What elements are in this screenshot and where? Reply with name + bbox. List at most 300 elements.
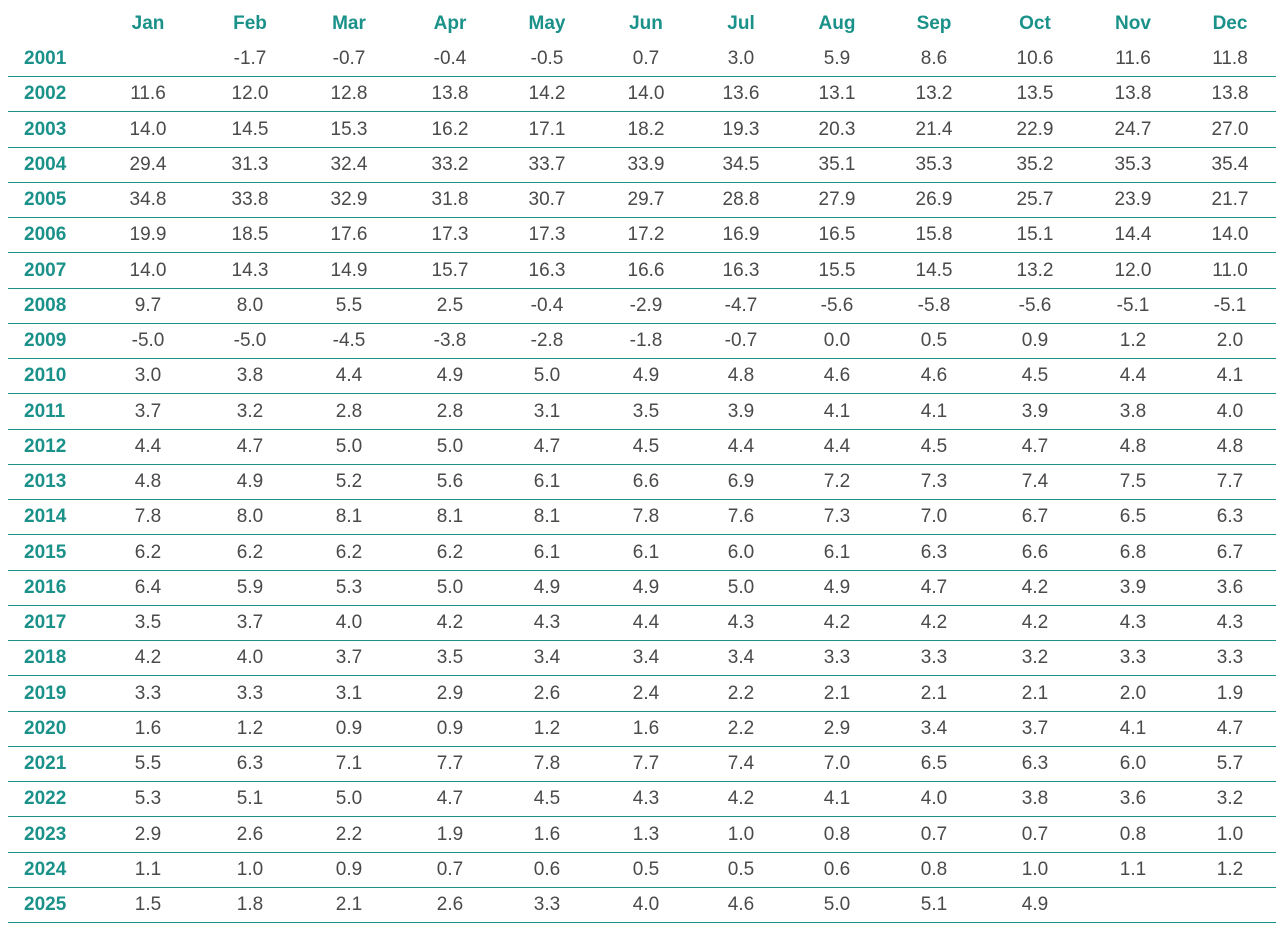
table-cell: 6.2 [236, 541, 264, 563]
table-cell: 18.2 [627, 118, 665, 140]
table-cell: 24.7 [1114, 118, 1152, 140]
table-row [0, 218, 1280, 253]
table-cell: -5.8 [917, 294, 951, 316]
table-row [0, 183, 1280, 218]
table-cell: -4.5 [332, 330, 366, 351]
table-cell: 35.3 [915, 153, 953, 175]
table-cell: 4.7 [436, 788, 464, 810]
table-cell: 4.7 [533, 435, 561, 457]
table-cell: 5.5 [134, 753, 162, 774]
table-row [0, 747, 1280, 782]
table-cell: 0.8 [1119, 823, 1147, 845]
table-cell: 5.6 [436, 471, 464, 492]
table-cell: 0.8 [920, 858, 948, 880]
table-cell: 6.1 [823, 541, 851, 563]
table-cell: 6.2 [436, 541, 464, 563]
table-cell: 4.4 [632, 612, 660, 633]
table-cell [1185, 888, 1275, 922]
table-cell: 3.5 [134, 612, 162, 633]
column-header-aug: Aug [818, 13, 856, 34]
table-cell: 10.6 [1016, 48, 1054, 69]
table-cell: 7.8 [533, 753, 561, 774]
table-cell: 3.3 [823, 647, 851, 669]
table-cell: 35.3 [1114, 153, 1152, 175]
table-cell: 4.9 [436, 365, 464, 387]
table-cell: 3.8 [1119, 400, 1147, 422]
table-cell: 12.0 [231, 83, 269, 105]
table-cell: 6.2 [134, 541, 162, 563]
table-cell: 3.4 [920, 717, 948, 739]
table-cell: 19.9 [129, 224, 167, 246]
table-row [0, 853, 1280, 888]
table-cell: 14.5 [915, 259, 953, 281]
column-header-nov: Nov [1115, 13, 1151, 34]
table-cell: 14.0 [129, 118, 167, 140]
year-label: 2019 [24, 682, 67, 704]
table-cell: 16.6 [627, 259, 665, 281]
table-cell: 14.9 [330, 259, 368, 281]
table-cell: 1.0 [236, 858, 264, 880]
table-cell: 19.3 [722, 118, 760, 140]
table-cell: 4.0 [1216, 400, 1244, 422]
table-cell: 3.4 [533, 647, 561, 669]
table-cell: 8.1 [335, 506, 363, 528]
column-header-oct: Oct [1019, 13, 1051, 34]
table-cell: 4.6 [920, 365, 948, 387]
table-cell: 9.7 [134, 294, 162, 316]
table-cell: 2.9 [134, 823, 162, 845]
table-cell: 13.6 [722, 83, 760, 105]
table-cell: 14.3 [231, 259, 269, 281]
table-cell: 4.5 [1021, 365, 1049, 387]
table-cell: 0.9 [335, 858, 363, 880]
year-label: 2013 [24, 471, 67, 492]
table-cell: 13.8 [1211, 83, 1249, 105]
table-cell: 27.0 [1211, 118, 1249, 140]
table-cell: 3.3 [236, 682, 264, 704]
table-cell: 31.8 [431, 189, 469, 210]
table-cell: 7.7 [632, 753, 660, 774]
table-cell: 35.2 [1016, 153, 1054, 175]
table-cell: 2.0 [1216, 330, 1244, 351]
column-header-dec: Dec [1212, 13, 1248, 34]
table-cell: 5.0 [823, 894, 851, 915]
table-cell: 3.3 [1119, 647, 1147, 669]
table-row [0, 888, 1280, 923]
table-cell: 0.5 [727, 858, 755, 880]
table-cell: -5.0 [131, 330, 165, 351]
table-cell: 34.8 [129, 189, 167, 210]
table-cell: 0.9 [436, 717, 464, 739]
table-cell: 3.6 [1216, 576, 1244, 598]
table-cell: 0.7 [632, 48, 660, 69]
table-cell: 17.6 [330, 224, 368, 246]
table-cell: 3.8 [236, 365, 264, 387]
year-label: 2001 [24, 48, 67, 69]
table-cell: 4.8 [1119, 435, 1147, 457]
table-cell: 3.3 [533, 894, 561, 915]
table-cell: 4.9 [236, 471, 264, 492]
table-cell: 16.3 [722, 259, 760, 281]
table-cell: 7.0 [823, 753, 851, 774]
table-cell: 3.6 [1119, 788, 1147, 810]
table-cell: 3.7 [134, 400, 162, 422]
table-cell: -0.7 [724, 330, 758, 351]
table-cell: 17.3 [528, 224, 566, 246]
table-cell: 1.6 [632, 717, 660, 739]
table-cell: 1.2 [236, 717, 264, 739]
row-divider [8, 922, 1276, 923]
table-cell: 5.0 [436, 576, 464, 598]
table-cell: 6.0 [1119, 753, 1147, 774]
table-cell: 6.3 [1216, 506, 1244, 528]
table-cell: 6.5 [920, 753, 948, 774]
table-cell: 16.3 [528, 259, 566, 281]
table-cell [103, 42, 193, 76]
table-cell: 13.2 [915, 83, 953, 105]
table-cell: 35.4 [1211, 153, 1249, 175]
year-label: 2021 [24, 753, 67, 774]
table-cell: 3.9 [1021, 400, 1049, 422]
table-cell: 7.7 [1216, 471, 1244, 492]
table-cell: 13.8 [1114, 83, 1152, 105]
table-cell: 2.2 [335, 823, 363, 845]
table-cell: 15.8 [915, 224, 953, 246]
year-label: 2006 [24, 224, 67, 246]
table-cell: 28.8 [722, 189, 760, 210]
table-cell: 15.5 [818, 259, 856, 281]
year-label: 2018 [24, 647, 67, 669]
table-cell: 7.4 [727, 753, 755, 774]
table-cell: -2.8 [530, 330, 564, 351]
table-cell: 5.9 [823, 48, 851, 69]
table-cell: 12.8 [330, 83, 368, 105]
table-cell: 4.7 [1216, 717, 1244, 739]
table-row [0, 113, 1280, 148]
table-cell: 13.2 [1016, 259, 1054, 281]
table-cell: 4.4 [335, 365, 363, 387]
year-label: 2002 [24, 83, 67, 105]
table-cell: 4.0 [236, 647, 264, 669]
table-cell: 15.3 [330, 118, 368, 140]
table-cell: 4.7 [920, 576, 948, 598]
table-cell: 2.6 [236, 823, 264, 845]
table-cell: 1.5 [134, 894, 162, 915]
table-cell: 16.5 [818, 224, 856, 246]
table-cell: 2.6 [436, 894, 464, 915]
table-row [0, 395, 1280, 430]
year-label: 2017 [24, 612, 67, 633]
table-row [0, 571, 1280, 606]
table-cell: 30.7 [528, 189, 566, 210]
year-label: 2007 [24, 259, 67, 281]
table-cell: 4.0 [920, 788, 948, 810]
table-cell: 2.0 [1119, 682, 1147, 704]
table-cell: 6.9 [727, 471, 755, 492]
table-cell: 4.2 [436, 612, 464, 633]
year-label: 2010 [24, 365, 67, 387]
table-cell: 5.1 [236, 788, 264, 810]
table-cell: 32.9 [330, 189, 368, 210]
table-cell: 25.7 [1016, 189, 1054, 210]
table-cell: 14.5 [231, 118, 269, 140]
table-cell: 6.7 [1216, 541, 1244, 563]
table-cell: 21.7 [1211, 189, 1249, 210]
column-header-jun: Jun [629, 13, 663, 34]
table-cell: 4.1 [920, 400, 948, 422]
table-cell: 4.2 [920, 612, 948, 633]
table-cell: 1.2 [533, 717, 561, 739]
table-cell: 4.3 [1119, 612, 1147, 633]
table-cell: -2.9 [629, 294, 663, 316]
table-cell: 8.1 [436, 506, 464, 528]
table-cell: 4.5 [632, 435, 660, 457]
table-cell: 4.5 [920, 435, 948, 457]
table-cell: 7.0 [920, 506, 948, 528]
table-cell: 4.3 [1216, 612, 1244, 633]
table-cell: 5.3 [134, 788, 162, 810]
column-header-jan: Jan [131, 13, 165, 34]
table-cell: -0.5 [530, 48, 564, 69]
table-cell: 4.5 [533, 788, 561, 810]
table-cell: 17.3 [431, 224, 469, 246]
table-cell: -1.7 [233, 48, 267, 69]
column-header-apr: Apr [433, 13, 467, 34]
year-label: 2014 [24, 506, 67, 528]
table-cell: -5.6 [1018, 294, 1052, 316]
table-cell: 0.5 [632, 858, 660, 880]
table-cell: 4.1 [823, 788, 851, 810]
table-cell: 7.8 [632, 506, 660, 528]
table-cell: 3.0 [134, 365, 162, 387]
table-cell: 35.1 [818, 153, 856, 175]
table-cell: 13.1 [818, 83, 856, 105]
table-cell: -0.4 [530, 294, 564, 316]
table-cell: 2.9 [823, 717, 851, 739]
table-row [0, 465, 1280, 500]
year-label: 2003 [24, 118, 67, 140]
table-cell: 8.6 [920, 48, 948, 69]
year-label: 2020 [24, 717, 67, 739]
table-cell: 7.1 [335, 753, 363, 774]
table-cell: 14.0 [129, 259, 167, 281]
table-cell: 6.1 [533, 471, 561, 492]
table-cell: 7.7 [436, 753, 464, 774]
table-cell: -1.8 [629, 330, 663, 351]
table-cell: 23.9 [1114, 189, 1152, 210]
table-cell: 3.8 [1021, 788, 1049, 810]
year-label: 2024 [24, 858, 67, 880]
table-cell: 0.0 [823, 330, 851, 351]
table-cell: 7.3 [823, 506, 851, 528]
table-cell: 3.5 [632, 400, 660, 422]
table-cell: 6.0 [727, 541, 755, 563]
table-cell: 4.4 [134, 435, 162, 457]
column-header-sep: Sep [916, 13, 952, 34]
table-cell: 6.3 [920, 541, 948, 563]
table-cell: 14.0 [1211, 224, 1249, 246]
table-cell: 5.9 [236, 576, 264, 598]
table-cell: 3.0 [727, 48, 755, 69]
table-cell: 1.1 [134, 858, 162, 880]
table-cell: 5.0 [335, 435, 363, 457]
table-cell: 3.4 [727, 647, 755, 669]
table-cell: 4.6 [727, 894, 755, 915]
table-cell: 6.5 [1119, 506, 1147, 528]
table-cell: 6.3 [236, 753, 264, 774]
table-cell: -5.6 [820, 294, 854, 316]
table-row [0, 77, 1280, 112]
table-cell: 17.2 [627, 224, 665, 246]
table-row [0, 782, 1280, 817]
table-cell: 1.9 [436, 823, 464, 845]
table-cell: 15.1 [1016, 224, 1054, 246]
table-cell: 12.0 [1114, 259, 1152, 281]
table-cell: 3.7 [1021, 717, 1049, 739]
table-cell: 4.8 [1216, 435, 1244, 457]
table-cell: 5.0 [335, 788, 363, 810]
year-label: 2015 [24, 541, 67, 563]
table-cell: 8.0 [236, 506, 264, 528]
table-cell: 4.2 [134, 647, 162, 669]
table-cell: 4.9 [632, 365, 660, 387]
year-label: 2008 [24, 294, 67, 316]
table-cell: 1.0 [1216, 823, 1244, 845]
table-cell: -0.7 [332, 48, 366, 69]
table-cell: 1.0 [727, 823, 755, 845]
table-row [0, 677, 1280, 712]
table-cell: 22.9 [1016, 118, 1054, 140]
table-cell: 34.5 [722, 153, 760, 175]
table-cell: 4.7 [1021, 435, 1049, 457]
table-cell: 6.6 [632, 471, 660, 492]
table-row [0, 324, 1280, 359]
table-cell: 4.7 [236, 435, 264, 457]
table-cell: 4.4 [823, 435, 851, 457]
table-cell: 16.2 [431, 118, 469, 140]
table-cell: -5.0 [233, 330, 267, 351]
table-cell: 29.4 [129, 153, 167, 175]
table-cell: 3.7 [335, 647, 363, 669]
table-cell: 3.1 [533, 400, 561, 422]
table-cell: 7.6 [727, 506, 755, 528]
table-cell: 11.6 [1115, 48, 1151, 69]
year-label: 2025 [24, 894, 67, 915]
table-cell: 3.3 [920, 647, 948, 669]
table-cell: 0.7 [1021, 823, 1049, 845]
table-cell: 1.3 [632, 823, 660, 845]
table-cell: 2.2 [727, 682, 755, 704]
table-cell: 5.1 [920, 894, 948, 915]
table-cell: 4.2 [823, 612, 851, 633]
table-row [0, 148, 1280, 183]
table-cell: 0.9 [335, 717, 363, 739]
table-cell: 6.1 [632, 541, 660, 563]
table-cell: 4.6 [823, 365, 851, 387]
table-cell: 7.2 [823, 471, 851, 492]
table-cell: 2.1 [335, 894, 363, 915]
table-cell: 8.0 [236, 294, 264, 316]
table-cell: 13.5 [1016, 83, 1054, 105]
table-cell: 1.0 [1021, 858, 1049, 880]
table-row [0, 42, 1280, 77]
table-row [0, 254, 1280, 289]
table-cell: -3.8 [433, 330, 467, 351]
year-label: 2005 [24, 189, 67, 210]
table-cell: 33.7 [528, 153, 566, 175]
table-cell: 33.9 [627, 153, 665, 175]
table-cell: 4.0 [632, 894, 660, 915]
year-label: 2022 [24, 788, 67, 810]
table-cell: 4.2 [1021, 612, 1049, 633]
table-cell: -4.7 [724, 294, 758, 316]
table-cell: 27.9 [818, 189, 856, 210]
table-cell: 14.4 [1114, 224, 1152, 246]
table-cell: 14.2 [528, 83, 566, 105]
table-cell: 5.3 [335, 576, 363, 598]
table-cell: 2.8 [436, 400, 464, 422]
table-cell: 5.5 [335, 294, 363, 316]
table-cell: 0.6 [533, 858, 561, 880]
table-cell: 4.2 [1021, 576, 1049, 598]
table-cell: 2.6 [533, 682, 561, 704]
table-cell: 8.1 [533, 506, 561, 528]
table-cell: 7.8 [134, 506, 162, 528]
table-cell: 4.1 [1216, 365, 1244, 387]
table-cell: 6.3 [1021, 753, 1049, 774]
table-cell: 0.8 [823, 823, 851, 845]
table-cell: 4.4 [1119, 365, 1147, 387]
table-cell: 33.2 [431, 153, 469, 175]
table-cell: 5.0 [533, 365, 561, 387]
table-row [0, 818, 1280, 853]
table-cell: 3.9 [727, 400, 755, 422]
table-cell: 2.8 [335, 400, 363, 422]
table-cell [1088, 888, 1178, 922]
table-cell: 4.2 [727, 788, 755, 810]
table-cell: 6.7 [1021, 506, 1049, 528]
column-header-feb: Feb [233, 13, 267, 34]
table-cell: 1.2 [1216, 858, 1244, 880]
year-label: 2012 [24, 435, 67, 457]
table-cell: 0.7 [436, 858, 464, 880]
table-row [0, 500, 1280, 535]
table-cell: 4.3 [727, 612, 755, 633]
table-cell: 6.2 [335, 541, 363, 563]
column-header-may: May [528, 13, 566, 34]
table-cell: 6.8 [1119, 541, 1147, 563]
table-cell: 3.3 [134, 682, 162, 704]
table-cell: 4.8 [134, 471, 162, 492]
table-cell: 3.3 [1216, 647, 1244, 669]
table-cell: 11.0 [1212, 259, 1248, 281]
table-row [0, 606, 1280, 641]
table-row [0, 359, 1280, 394]
table-cell: 1.9 [1216, 682, 1244, 704]
table-row [0, 641, 1280, 676]
table-cell: -0.4 [433, 48, 467, 69]
table-cell: 29.7 [627, 189, 665, 210]
table-cell: 4.1 [823, 400, 851, 422]
table-cell: 4.9 [632, 576, 660, 598]
table-cell: 4.0 [335, 612, 363, 633]
table-cell: 2.2 [727, 717, 755, 739]
table-cell: 20.3 [818, 118, 856, 140]
table-cell: 2.4 [632, 682, 660, 704]
table-cell: 4.9 [1021, 894, 1049, 915]
table-cell: 26.9 [915, 189, 953, 210]
table-header-row [0, 0, 1280, 46]
